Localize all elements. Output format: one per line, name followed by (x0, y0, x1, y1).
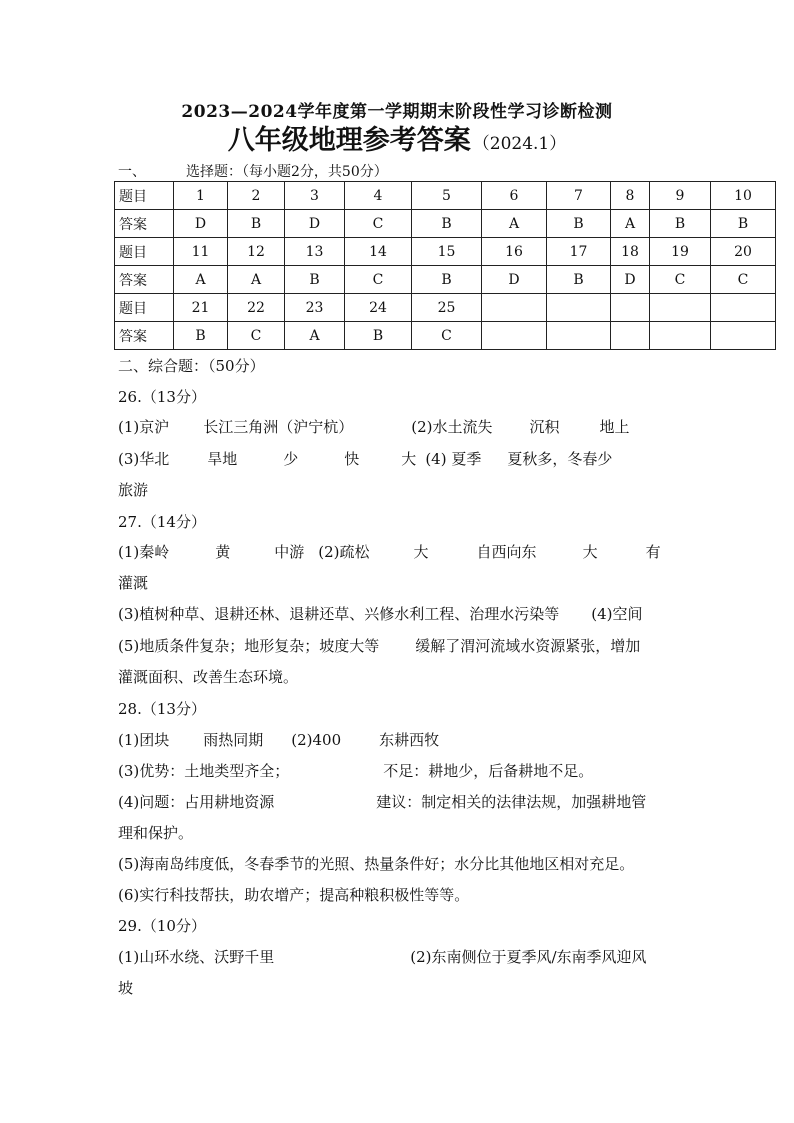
q27-line-4 (118, 635, 688, 656)
row-label: 答案 (115, 266, 174, 294)
q28-l1-d: 东耕西牧 (379, 731, 440, 749)
row-label: 题目 (115, 238, 174, 266)
table-cell: 20 (711, 238, 776, 266)
table-cell: 13 (285, 238, 345, 266)
table-cell: 12 (228, 238, 285, 266)
table-cell: A (174, 266, 228, 294)
table-cell: B (345, 322, 412, 350)
table-cell: 22 (228, 294, 285, 322)
q26-l2-a: (3)华北 (118, 450, 170, 468)
row-label: 答案 (115, 322, 174, 350)
q26-line-2 (118, 448, 688, 469)
q28-line-5: (5)海南岛纬度低，冬春季节的光照、热量条件好；水分比其他地区相对充足。 (118, 855, 635, 873)
table-cell: B (547, 210, 611, 238)
exam-subtitle: 2023—2024学年度第一学期期末阶段性学习诊断检测 (181, 102, 613, 122)
table-cell: B (547, 266, 611, 294)
table-cell: 25 (412, 294, 482, 322)
table-cell (711, 294, 776, 322)
q28-l2-a: (3)优势：土地类型齐全； (118, 762, 290, 780)
q29-line-2: 坡 (118, 979, 134, 997)
q27-l3-b: (4)空间 (591, 605, 643, 623)
q27-l1-c: 中游 (274, 543, 305, 561)
table-row (115, 294, 776, 322)
q28-l1-a: (1)团块 (118, 731, 170, 749)
table-cell: 1 (174, 182, 228, 210)
table-cell: 6 (482, 182, 547, 210)
table-cell: 19 (650, 238, 711, 266)
table-cell: 23 (285, 294, 345, 322)
q27-l1-b: 黄 (215, 543, 231, 561)
q26-l2-f: (4) 夏季 (425, 450, 482, 468)
q26-l2-d: 快 (344, 450, 360, 468)
table-cell: 18 (611, 238, 650, 266)
q29-line-1 (118, 946, 688, 967)
table-cell (482, 294, 547, 322)
table-cell: 24 (345, 294, 412, 322)
q26-l1-d: 沉积 (529, 418, 560, 436)
section-2-heading: 二、综合题：（50分） (118, 357, 265, 375)
table-row (115, 238, 776, 266)
q27-l4-b: 缓解了渭河流域水资源紧张，增加 (415, 637, 641, 655)
table-cell: 11 (174, 238, 228, 266)
q28-line-4: 理和保护。 (118, 824, 194, 842)
row-label: 题目 (115, 182, 174, 210)
section-1-number: 一、 (118, 164, 146, 180)
table-cell: 2 (228, 182, 285, 210)
table-cell: 5 (412, 182, 482, 210)
q29-l1-a: (1)山环水绕、沃野千里 (118, 948, 275, 966)
q28-l1-b: 雨热同期 (203, 731, 264, 749)
table-cell: B (174, 322, 228, 350)
table-cell: 7 (547, 182, 611, 210)
table-cell: D (285, 210, 345, 238)
table-cell: C (228, 322, 285, 350)
q26-l1-c: (2)水土流失 (411, 418, 493, 436)
table-cell: A (482, 210, 547, 238)
q27-l1-g: 大 (582, 543, 598, 561)
q27-line-3 (118, 603, 688, 624)
q27-l3-a: (3)植树种草、退耕还林、退耕还草、兴修水利工程、治理水污染等 (118, 605, 560, 623)
table-cell: A (285, 322, 345, 350)
table-cell: 15 (412, 238, 482, 266)
table-cell: 21 (174, 294, 228, 322)
table-cell: B (285, 266, 345, 294)
q29-l1-b: (2)东南侧位于夏季风/东南季风迎风 (410, 948, 647, 966)
table-cell: B (650, 210, 711, 238)
answer-table (114, 181, 776, 350)
section-1-label: 选择题：（每小题2分，共50分） (186, 164, 388, 180)
table-cell (611, 322, 650, 350)
page-title (0, 124, 794, 161)
table-cell: 8 (611, 182, 650, 210)
table-cell: C (345, 210, 412, 238)
table-cell: A (611, 210, 650, 238)
table-cell (650, 322, 711, 350)
q26-l2-e: 大 (401, 450, 417, 468)
q28-line-1 (118, 729, 688, 750)
table-cell (711, 322, 776, 350)
section-1-heading (118, 161, 388, 181)
q26-heading: 26.（13分） (118, 388, 206, 406)
q27-line-5: 灌溉面积、改善生态环境。 (118, 668, 299, 686)
q26-l1-b: 长江三角洲（沪宁杭） (203, 418, 354, 436)
q28-l3-b: 建议：制定相关的法律法规，加强耕地管 (376, 793, 647, 811)
q27-l1-h: 有 (645, 543, 661, 561)
row-label: 题目 (115, 294, 174, 322)
table-cell: 10 (711, 182, 776, 210)
q26-line-3: 旅游 (118, 481, 149, 499)
q27-l1-d: (2)疏松 (318, 543, 370, 561)
q28-line-3 (118, 791, 688, 812)
q27-l1-f: 自西向东 (476, 543, 537, 561)
table-row (115, 210, 776, 238)
q26-l2-c: 少 (283, 450, 299, 468)
q26-l1-a: (1)京沪 (118, 418, 170, 436)
table-cell: 14 (345, 238, 412, 266)
q27-l1-e: 大 (413, 543, 429, 561)
table-cell: 17 (547, 238, 611, 266)
q27-l4-a: (5)地质条件复杂；地形复杂；坡度大等 (118, 637, 380, 655)
title-date: （2024.1） (472, 134, 567, 154)
table-cell: B (228, 210, 285, 238)
table-cell (547, 322, 611, 350)
table-cell (611, 294, 650, 322)
table-cell: B (412, 266, 482, 294)
row-label: 答案 (115, 210, 174, 238)
table-row (115, 182, 776, 210)
q27-line-1 (118, 541, 688, 562)
table-cell: 4 (345, 182, 412, 210)
q27-l1-a: (1)秦岭 (118, 543, 170, 561)
q27-line-2: 灌溉 (118, 574, 149, 592)
q27-heading: 27.（14分） (118, 513, 206, 531)
table-cell (482, 322, 547, 350)
table-cell: A (228, 266, 285, 294)
q26-l1-e: 地上 (599, 418, 630, 436)
q28-l1-c: (2)400 (291, 731, 342, 749)
q26-l2-b: 旱地 (207, 450, 238, 468)
q26-l2-g: 夏秋多，冬春少 (507, 450, 613, 468)
title-main: 八年级地理参考答案 (227, 125, 471, 156)
q28-line-6: (6)实行科技帮扶，助农增产；提高种粮积极性等等。 (118, 886, 470, 904)
table-cell: D (482, 266, 547, 294)
table-cell: B (412, 210, 482, 238)
table-cell: 3 (285, 182, 345, 210)
q28-l3-a: (4)问题：占用耕地资源 (118, 793, 275, 811)
q28-heading: 28.（13分） (118, 700, 206, 718)
q28-l2-b: 不足：耕地少，后备耕地不足。 (383, 762, 594, 780)
table-cell: D (611, 266, 650, 294)
table-cell: C (650, 266, 711, 294)
table-cell (547, 294, 611, 322)
q28-line-2 (118, 760, 688, 781)
table-cell (650, 294, 711, 322)
table-cell: 16 (482, 238, 547, 266)
table-row (115, 266, 776, 294)
table-cell: C (711, 266, 776, 294)
table-cell: D (174, 210, 228, 238)
q26-line-1 (118, 416, 688, 437)
table-cell: B (711, 210, 776, 238)
table-row (115, 322, 776, 350)
table-cell: C (345, 266, 412, 294)
q29-heading: 29.（10分） (118, 917, 206, 935)
table-cell: C (412, 322, 482, 350)
table-cell: 9 (650, 182, 711, 210)
